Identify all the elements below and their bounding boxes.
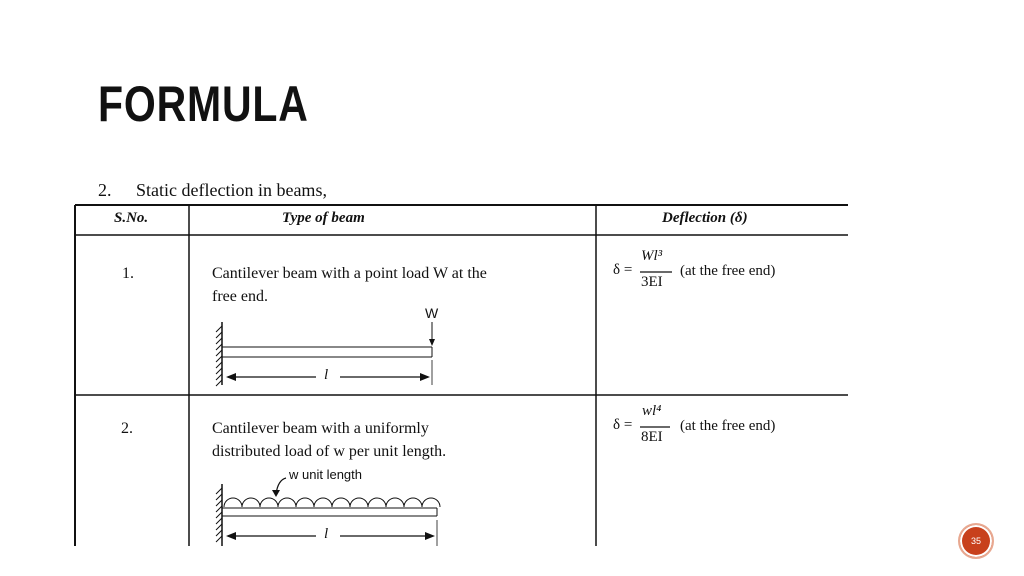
row-2-load-label: w unit length — [289, 467, 362, 482]
row-1-formula-lhs: δ = — [613, 262, 633, 278]
row-1-sno: 1. — [122, 265, 134, 282]
row-2-desc-line2: distributed load of w per unit length. — [212, 443, 447, 460]
row-2-formula-numerator: wl⁴ — [642, 403, 662, 419]
row-2-formula-lhs: δ = — [613, 417, 633, 433]
row-1-formula-denominator: 3EI — [641, 274, 663, 290]
row-1-formula-note: (at the free end) — [680, 263, 776, 279]
row-2-formula-denominator: 8EI — [641, 429, 663, 445]
row-2-formula-note: (at the free end) — [680, 418, 776, 434]
row-1-formula-numerator: Wl³ — [641, 248, 663, 264]
row-2-desc-line1: Cantilever beam with a uniformly — [212, 420, 429, 437]
row-2-sno: 2. — [121, 420, 133, 437]
subtitle-number: 2. — [98, 180, 112, 200]
page-number-badge[interactable]: 35 — [958, 523, 994, 559]
header-deflection: Deflection (δ) — [662, 210, 748, 226]
row-1-desc-line2: free end. — [212, 288, 268, 305]
row-1-desc-line1: Cantilever beam with a point load W at the — [212, 265, 487, 282]
header-type: Type of beam — [282, 210, 365, 226]
header-sno: S.No. — [114, 210, 149, 226]
subtitle-text: Static deflection in beams, — [136, 180, 327, 200]
row-1-length-label: l — [324, 367, 329, 383]
row-1-load-label: W — [425, 305, 439, 321]
slide-title: FORMULA — [98, 76, 309, 132]
row-2-length-label: l — [324, 526, 329, 542]
